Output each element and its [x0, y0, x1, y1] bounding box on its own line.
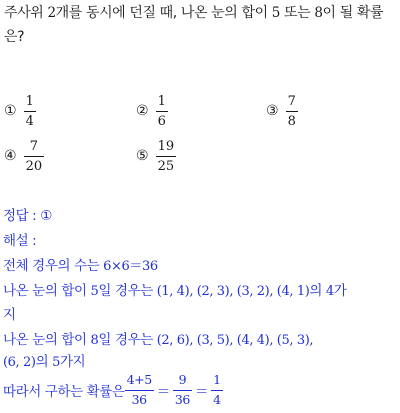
denominator: 36	[131, 391, 147, 407]
solution-line-2-wrap: 지	[3, 307, 16, 323]
denominator: 25	[157, 158, 175, 174]
denominator: 6	[157, 113, 166, 129]
solution-text: 전체 경우의 수는	[3, 258, 104, 274]
option-fraction	[24, 95, 36, 128]
numerator: 7	[29, 138, 38, 154]
final-equation	[3, 374, 223, 406]
option-marker: ④	[4, 148, 17, 164]
denominator: 8	[287, 113, 296, 129]
numerator: 1	[157, 93, 166, 109]
denominator: 4	[213, 391, 221, 407]
solution-text: 가	[333, 283, 347, 299]
numerator: 7	[287, 93, 296, 109]
question-number: 8	[314, 5, 323, 21]
question-number: 2	[47, 5, 56, 21]
numerator: 1	[213, 372, 221, 387]
solution-math: 4	[325, 284, 334, 299]
option-3[interactable]	[266, 91, 298, 131]
option-marker: ⑤	[136, 148, 149, 164]
option-2[interactable]	[136, 91, 168, 131]
solution-text: 의	[35, 354, 53, 370]
explanation-label: 해설 :	[3, 233, 37, 249]
final-fraction-3	[211, 374, 223, 406]
solution-math: 6×6＝36	[103, 259, 158, 274]
question-text	[4, 1, 396, 49]
solution-line-4	[3, 352, 85, 373]
denominator: 20	[25, 158, 43, 174]
solution-text: 일 경우는	[98, 283, 157, 299]
question-part: 또는	[279, 5, 315, 21]
solution-math: (6, 2)	[3, 355, 36, 370]
solution-math: 8	[90, 333, 99, 348]
solution-text: 따라서 구하는 확률은	[3, 384, 125, 400]
question-part: 이 될 확률은?	[4, 5, 384, 45]
question-number: 5	[271, 5, 280, 21]
option-marker: ①	[4, 103, 17, 119]
equals-sign: ＝	[194, 384, 209, 400]
question-part: 개를 동시에 던질 때, 나온 눈의 합이	[55, 5, 272, 21]
numerator: 4+5	[126, 372, 152, 387]
numerator: 19	[157, 138, 175, 154]
solution-math: 5	[90, 284, 99, 299]
option-1[interactable]	[4, 91, 36, 131]
option-fraction	[24, 140, 45, 173]
solution-line-1	[3, 256, 158, 277]
numerator: 9	[178, 372, 187, 387]
solution-text: 나온 눈의 합이	[3, 283, 91, 299]
numerator: 1	[25, 93, 34, 109]
option-fraction	[286, 95, 298, 128]
final-fraction-2	[173, 374, 192, 406]
option-4[interactable]	[4, 136, 44, 176]
option-marker: ③	[266, 103, 279, 119]
solution-text: 의	[309, 283, 326, 299]
answer-line: 정답 : ①	[3, 208, 52, 224]
solution-math: (2, 6), (3, 5), (4, 4), (5, 3),	[156, 333, 314, 348]
solution-text: 나온 눈의 합이	[3, 332, 91, 348]
solution-line-2	[3, 281, 346, 302]
option-fraction	[156, 95, 168, 128]
solution-text: 가지	[59, 354, 86, 370]
option-5[interactable]	[136, 136, 176, 176]
solution-math: (1, 4), (2, 3), (3, 2), (4, 1)	[156, 284, 310, 299]
denominator: 36	[174, 391, 190, 407]
solution-math: 5	[52, 355, 60, 370]
option-marker: ②	[136, 103, 149, 119]
solution-line-3	[3, 330, 313, 351]
final-fraction-1	[125, 374, 154, 406]
option-fraction	[156, 140, 177, 173]
solution-text: 일 경우는	[98, 332, 157, 348]
equals-sign: ＝	[156, 384, 170, 400]
denominator: 4	[25, 113, 34, 129]
question-part: 주사위	[4, 5, 48, 21]
